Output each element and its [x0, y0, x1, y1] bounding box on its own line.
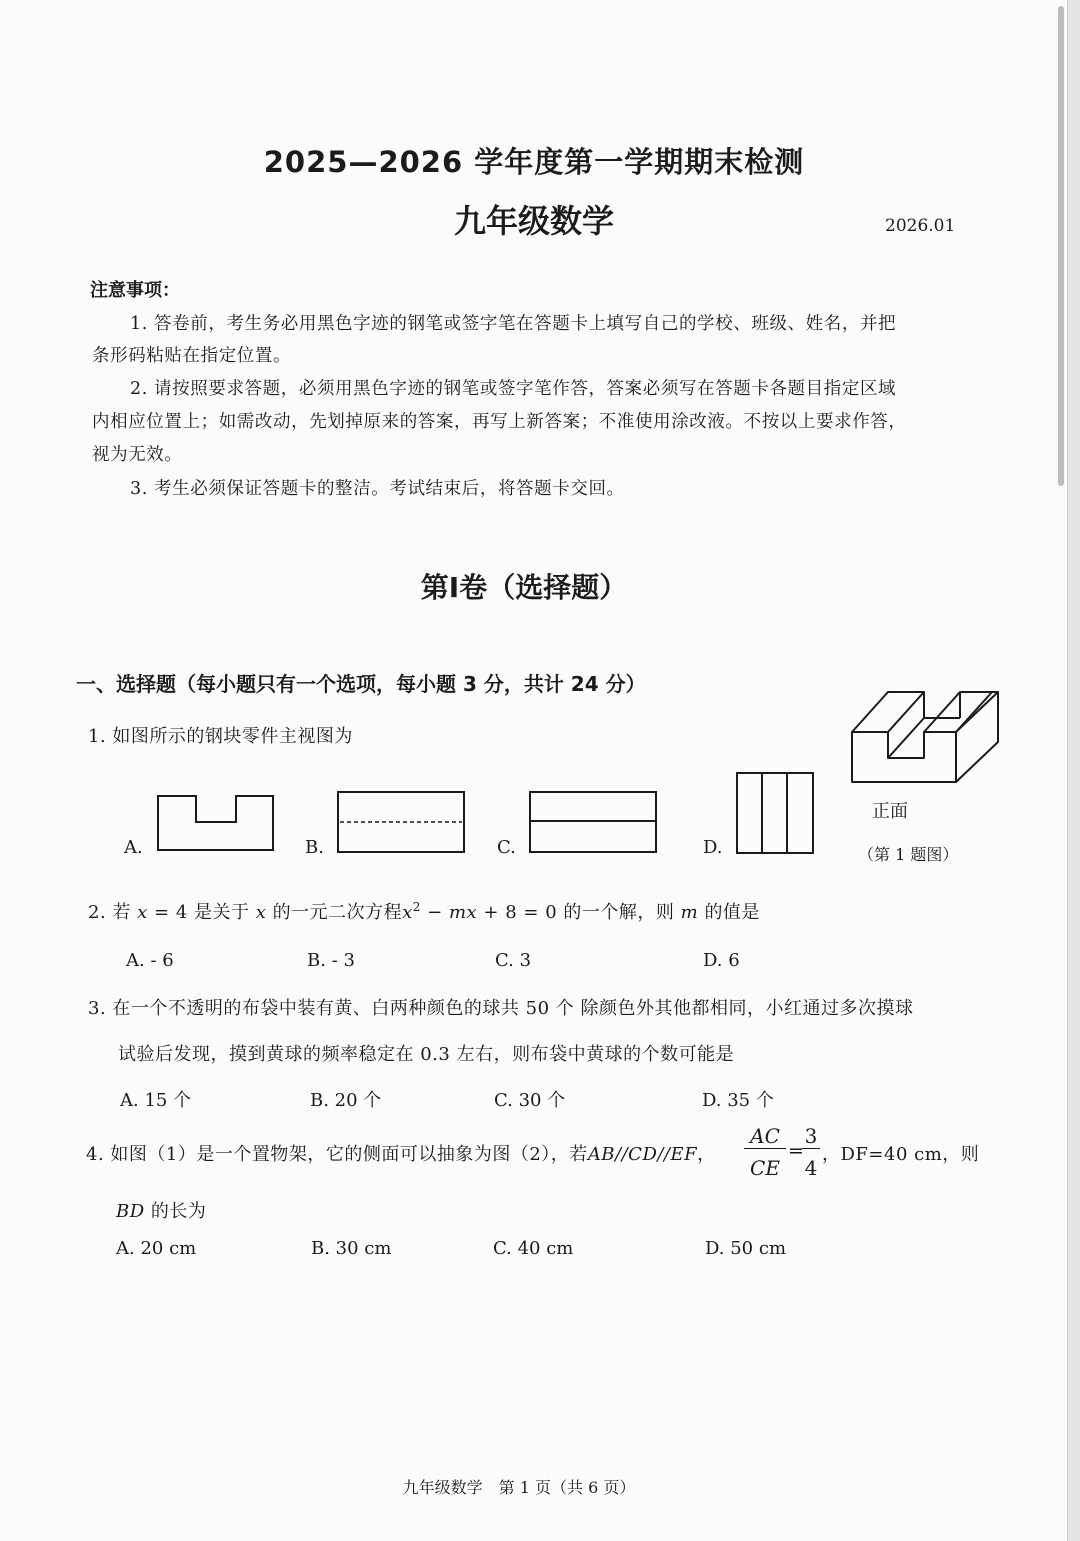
q4-parallel: AB//CD//EF: [587, 1144, 698, 1165]
q2-var-x: x: [255, 902, 267, 923]
q4-option-a: A. 20 cm: [116, 1238, 197, 1259]
q4-line2-text: 的长为: [144, 1201, 207, 1222]
q1-text: 1. 如图所示的钢块零件主视图为: [88, 726, 353, 747]
q4-comma: ，: [697, 1144, 716, 1165]
notice-title: 注意事项：: [90, 280, 180, 301]
q3-option-a: A. 15 个: [120, 1090, 192, 1111]
q3-line-1: 3. 在一个不透明的布袋中装有黄、白两种颜色的球共 50 个 除颜色外其他都相同，小红通过多次摸球: [88, 998, 914, 1019]
q2-var-m: m: [680, 902, 699, 923]
q1-option-c-label: C.: [497, 837, 516, 858]
part-title: 一、选择题（每小题只有一个选项，每小题 3 分，共计 24 分）: [76, 672, 646, 696]
q2-option-b: B. - 3: [307, 950, 355, 971]
subject-title: 九年级数学: [453, 202, 614, 240]
q1-option-a-figure: [156, 794, 278, 854]
q1-steel-block-figure: [848, 688, 1004, 788]
q1-option-a-label: A.: [124, 837, 143, 858]
q4-frac-num: AC: [744, 1124, 786, 1149]
q2-exponent: 2: [412, 900, 421, 914]
notice-item-2-line-3: 视为无效。: [92, 445, 183, 465]
q2-end: 的值是: [704, 902, 760, 923]
q2-pre: 2. 若: [88, 902, 131, 923]
q4-option-c: C. 40 cm: [493, 1238, 574, 1259]
q2-var-x: x: [137, 902, 148, 923]
q2-var-mx: mx: [448, 902, 478, 923]
q1-option-d-figure: [735, 771, 817, 857]
notice-item-2-line-2: 内相应位置上；如需改动，先划掉原来的答案，再写上新答案；不准使用涂改液。不按以上要求作答，: [92, 412, 907, 432]
q1-option-c-figure: [528, 790, 660, 856]
q2-option-d: D. 6: [703, 950, 740, 971]
q4-option-b: B. 30 cm: [311, 1238, 392, 1259]
q4-df: ，DF=40 cm，则: [822, 1144, 980, 1165]
q4-val-den: 4: [804, 1156, 818, 1180]
scrollbar[interactable]: [1058, 6, 1064, 486]
q1-front-label: 正面: [872, 801, 908, 822]
exam-date: 2026.01: [885, 216, 956, 236]
q3-option-c: C. 30 个: [494, 1090, 566, 1111]
q2-var-x: x: [402, 902, 413, 923]
q1-figure-caption: （第 1 题图）: [858, 845, 959, 864]
q3-option-d: D. 35 个: [702, 1090, 774, 1111]
q4-val-num: 3: [802, 1124, 820, 1149]
q4-eq-sign: =: [788, 1140, 804, 1162]
page-footer: 九年级数学 第 1 页（共 6 页）: [402, 1478, 636, 1497]
q2-option-c: C. 3: [495, 950, 532, 971]
notice-item-3: 3. 考生必须保证答题卡的整洁。考试结束后，将答题卡交回。: [130, 479, 625, 499]
q3-line-2: 试验后发现，摸到黄球的频率稳定在 0.3 左右，则布袋中黄球的个数可能是: [118, 1044, 735, 1065]
q2-mid: 的一元二次方程: [272, 902, 403, 923]
notice-item-1-line-2: 条形码粘贴在指定位置。: [92, 346, 292, 366]
q4-frac-den: CE: [750, 1156, 780, 1180]
q1-option-d-label: D.: [703, 837, 723, 858]
q2-eq4: = 4 是关于: [154, 902, 250, 923]
notice-item-1-line-1: 1. 答卷前，考生务必用黑色字迹的钢笔或签字笔在答题卡上填写自己的学校、班级、姓名，并把: [130, 314, 897, 334]
q2-text: [88, 898, 760, 924]
notice-item-2-line-1: 2. 请按照要求答题，必须用黑色字迹的钢笔或签字笔作答，答案必须写在答题卡各题目指定区域: [130, 379, 897, 399]
q2-post: + 8 = 0 的一个解，则: [477, 902, 675, 923]
q4-option-d: D. 50 cm: [705, 1238, 787, 1259]
q4-text: [86, 1140, 716, 1166]
q4-line-2: [116, 1197, 206, 1223]
q1-option-b-label: B.: [305, 837, 324, 858]
q1-option-b-figure: [336, 790, 468, 856]
exam-title: 2025—2026 学年度第一学期期末检测: [263, 145, 805, 179]
section-title: 第Ⅰ卷（选择题）: [420, 571, 628, 604]
q2-minus: −: [420, 902, 449, 923]
q2-option-a: A. - 6: [126, 950, 174, 971]
q4-bd: BD: [116, 1201, 145, 1222]
q4-pre: 4. 如图（1）是一个置物架，它的侧面可以抽象为图（2），若: [86, 1144, 588, 1165]
q3-option-b: B. 20 个: [310, 1090, 382, 1111]
